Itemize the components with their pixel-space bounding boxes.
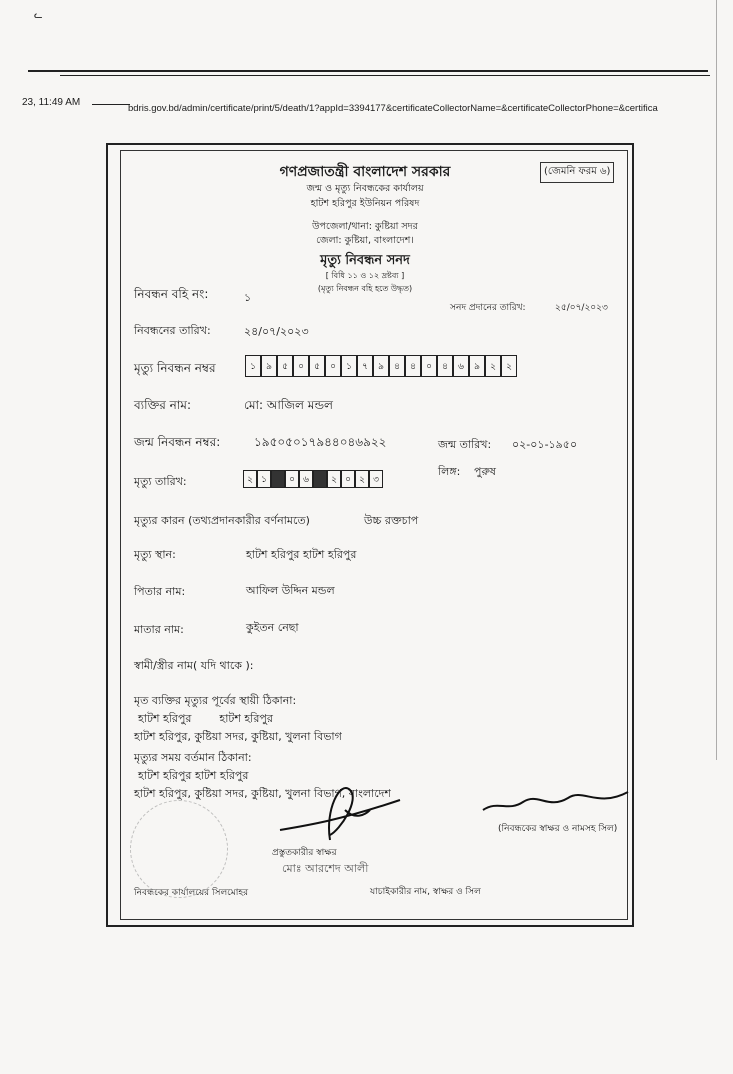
death-date-digit: ৩	[369, 470, 383, 488]
reg-no-digit: ০	[293, 355, 309, 377]
mother-label: মাতার নাম:	[134, 623, 184, 636]
reg-no-digit: ৫	[277, 355, 293, 377]
preparer-name: মোঃ আরশেদ আলী	[282, 862, 369, 875]
date-separator	[271, 470, 285, 488]
death-date-boxes	[243, 470, 383, 488]
extract-note: (মৃত্যু নিবন্ধন বহি হতে উদ্ধৃত)	[317, 284, 413, 293]
reg-no-digit: ০	[421, 355, 437, 377]
preparer-signature-icon	[270, 770, 410, 850]
death-date-digit: ২	[355, 470, 369, 488]
issue-date: ২৫/০৭/২০২৩	[555, 303, 608, 313]
verifier-sign-label: যাচাইকারীর নাম, স্বাক্ষর ও সিল	[370, 887, 481, 897]
upazila: উপজেলা/থানা: কুষ্টিয়া সদর	[312, 221, 418, 232]
registrar-sign-label: (নিবন্ধকের স্বাক্ষর ও নামসহ সিল)	[498, 824, 618, 834]
district: জেলা: কুষ্টিয়া, বাংলাদেশ।	[316, 235, 414, 246]
reg-no-boxes	[245, 355, 517, 377]
reg-no-digit: ৭	[357, 355, 373, 377]
reg-date: ২৪/০৭/২০২৩	[244, 325, 309, 338]
right-edge-line	[716, 0, 717, 760]
url-arrow-line	[92, 104, 130, 105]
death-date-digit: ৬	[299, 470, 313, 488]
book-no: ১	[244, 291, 252, 304]
death-date-digit: ০	[341, 470, 355, 488]
father-name: আফিল উদ্দিন মন্ডল	[246, 584, 335, 597]
rule-reference: [ বিধি ১১ ও ১২ দ্রষ্টব্য ]	[325, 271, 405, 280]
place-label: মৃত্যু স্থান:	[134, 548, 176, 561]
current-address-line2: হাটশ হরিপুর, কুষ্টিয়া সদর, কুষ্টিয়া, খুলনা বিভাগ, বাংলাদেশ	[134, 787, 391, 800]
reg-no-digit: ১	[341, 355, 357, 377]
person-name: মো: আজিল মন্ডল	[244, 398, 333, 412]
office-name: জন্ম ও মৃত্যু নিবন্ধকের কার্যালয়	[306, 183, 424, 194]
dob: ০২-০১-১৯৫০	[512, 438, 578, 451]
reg-date-label: নিবন্ধনের তারিখ:	[134, 324, 211, 337]
perm-address-line2: হাটশ হরিপুর, কুষ্টিয়া সদর, কুষ্টিয়া, খুলনা বিভাগ	[134, 730, 342, 743]
office-seal-stamp	[130, 800, 228, 898]
death-date-label: মৃত্যু তারিখ:	[134, 475, 187, 488]
reg-no-label: মৃত্যু নিবন্ধন নম্বর	[134, 361, 216, 375]
print-timestamp: 23, 11:49 AM	[22, 97, 81, 108]
gender-label: লিঙ্গ:	[438, 465, 461, 478]
form-number: (জেমনি ফরম ৬)	[540, 162, 614, 183]
reg-no-digit: ৯	[469, 355, 485, 377]
preparer-sign-label: প্রস্তুতকারীর স্বাক্ষর	[272, 848, 337, 858]
cause: উচ্চ রক্তচাপ	[364, 514, 419, 527]
union-name: হাটশ হরিপুর ইউনিয়ন পরিষদ	[310, 198, 420, 209]
issue-date-label: সনদ প্রদানের তারিখ:	[450, 303, 526, 313]
current-address-label: মৃত্যুর সময় বর্তমান ঠিকানা:	[134, 751, 252, 764]
perm-address-line1: হাটশ হরিপুর হাটশ হরিপুর	[138, 712, 273, 725]
registrar-signature-icon	[478, 780, 638, 820]
reg-no-digit: ৬	[453, 355, 469, 377]
place: হাটশ হরিপুর হাটশ হরিপুর	[246, 548, 357, 561]
birth-reg-no: ১৯৫০৫০১৭৯৪৪০৪৬৯২২	[254, 435, 387, 449]
death-date-digit: ০	[285, 470, 299, 488]
birth-reg-label: জন্ম নিবন্ধন নম্বর:	[134, 435, 221, 449]
corner-mark: ᓚ	[34, 10, 43, 21]
father-label: পিতার নাম:	[134, 585, 186, 598]
reg-no-digit: ৯	[261, 355, 277, 377]
reg-no-digit: ৫	[309, 355, 325, 377]
mother-name: কুইতন নেছা	[246, 621, 299, 634]
reg-no-digit: ৯	[373, 355, 389, 377]
print-url: bdris.gov.bd/admin/certificate/print/5/death/1?appId=3394177&certificateCollectorName=&certificateCollectorPhone=&certifica	[128, 103, 658, 114]
reg-no-digit: ৪	[389, 355, 405, 377]
death-date-digit: ২	[327, 470, 341, 488]
reg-no-digit: ২	[501, 355, 517, 377]
government-title: গণপ্রজাতন্ত্রী বাংলাদেশ সরকার	[279, 164, 451, 180]
death-date-digit: ২	[243, 470, 257, 488]
reg-no-digit: ১	[245, 355, 261, 377]
name-label: ব্যক্তির নাম:	[134, 398, 192, 412]
top-rule-2	[60, 75, 710, 76]
death-date-digit: ১	[257, 470, 271, 488]
cause-label: মৃত্যুর কারন (তথ্যপ্রদানকারীর বর্ণনামতে)	[134, 514, 310, 527]
office-seal-label: নিবন্ধকের কার্যালয়ের সিলমোহর	[134, 888, 249, 898]
reg-no-digit: ২	[485, 355, 501, 377]
book-no-label: নিবন্ধন বহি নং:	[134, 287, 209, 301]
gender: পুরুষ	[474, 465, 496, 478]
certificate-title: মৃত্যু নিবন্ধন সনদ	[320, 253, 410, 268]
reg-no-digit: ০	[325, 355, 341, 377]
date-separator	[313, 470, 327, 488]
reg-no-digit: ৪	[437, 355, 453, 377]
spouse-label: স্বামী/স্ত্রীর নাম( যদি থাকে ):	[134, 659, 254, 672]
reg-no-digit: ৪	[405, 355, 421, 377]
dob-label: জন্ম তারিখ:	[438, 438, 492, 451]
top-rule	[28, 70, 708, 72]
current-address-line1: হাটশ হরিপুর হাটশ হরিপুর	[138, 769, 249, 782]
perm-address-label: মৃত ব্যক্তির মৃত্যুর পূর্বের স্থায়ী ঠিকানা:	[134, 694, 297, 707]
